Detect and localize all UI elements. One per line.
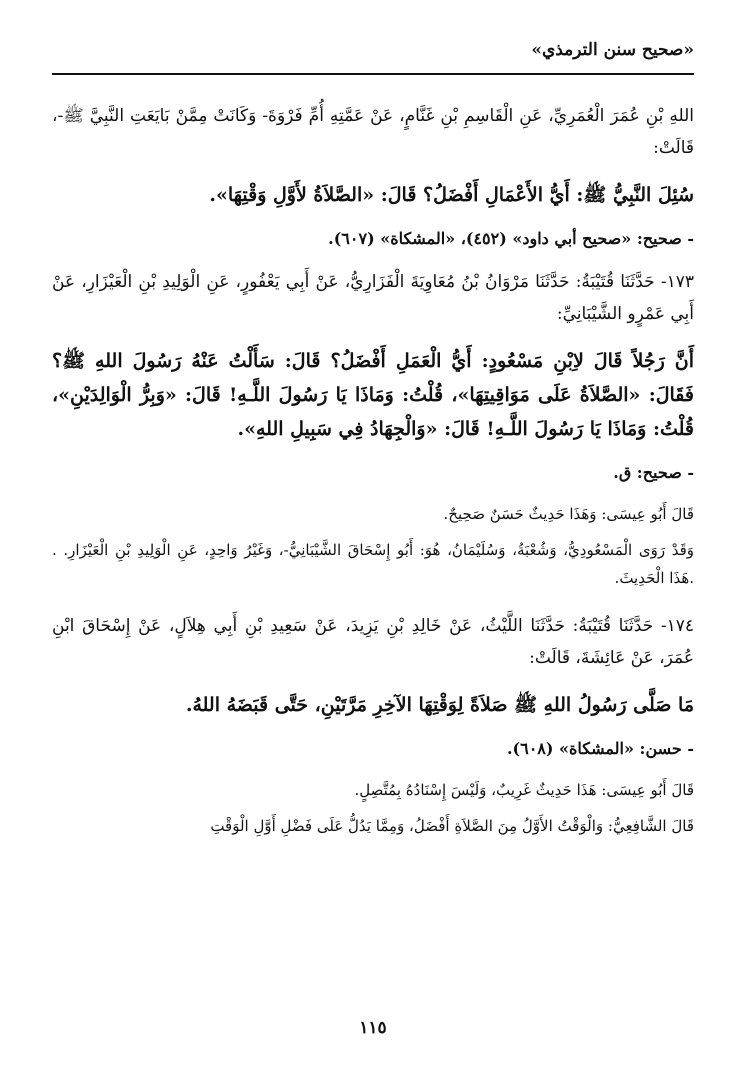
shafii-comment: قَالَ الشَّافِعِيُّ: وَالْوَقْتُ الأَوَّلُ مِنَ الصَّلاَةِ أَفْضَلُ، وَمِمَّا يَدُلُّ عَلَى فَضْلِ أَوَّلِ الْوَقْتِ [210, 817, 694, 835]
hadith-text-174: مَا صَلَّى رَسُولُ اللهِ ﷺ صَلاَةً لِوَقْتِهَا الآخِرِ مَرَّتَيْنِ، حَتَّى قَبَضَهُ اللهُ. [185, 694, 694, 716]
narration-note: وَقَدْ رَوَى الْمَسْعُودِيُّ، وَشُعْبَةُ، وَسُلَيْمَانُ، هُوَ: أَبُو إِسْحَاقَ الشَّيْبَانِيُّ-، وَغَيْرُ وَاحِدٍ، عَنِ الْوَلِيدِ بْنِ الْعَيْزَارِ. . .هَذَا الْحَدِيثَ. [52, 541, 694, 587]
running-header: «صحيح سنن الترمذي» [531, 40, 694, 60]
header-divider [52, 73, 694, 75]
hadith-text: سُئِلَ النَّبِيُّ ﷺ: أَيُّ الأَعْمَالِ أَفْضَلُ؟ قَالَ: «الصَّلاَةُ لأَوَّلِ وَقْتِهَا». [209, 184, 694, 206]
hadith-text-173: أَنَّ رَجُلاً قَالَ لاِبْنِ مَسْعُودٍ: أَيُّ الْعَمَلِ أَفْضَلُ؟ قَالَ: سَأَلْتُ عَنْهُ رَسُولَ اللهِ ﷺ؟ فَقَالَ: «الصَّلاَةُ عَلَى مَوَاقِيتِهَا»، قُلْتُ: وَمَاذَا يَا رَسُولَ اللَّـهِ! قَالَ: «وَبِرُّ الْوَالِدَيْنِ»، قُلْتُ: وَمَاذَا يَا رَسُولَ اللَّـهِ! قَالَ: «وَالْجِهَادُ فِي سَبِيلِ اللهِ». [52, 350, 694, 440]
hadith-grade: - صحيح: «صحيح أبي داود» (٤٥٢)، «المشكاة» (٦٠٧). [328, 229, 694, 248]
isnad-paragraph: اللهِ بْنِ عُمَرَ الْعُمَرِيِّ، عَنِ الْقَاسِمِ بْنِ غَنَّامٍ، عَنْ عَمَّتِهِ أُمِّ فَرْوَةَ- وَكَانَتْ مِمَّنْ بَايَعَتِ النَّبِيَّ ﷺ-، قَالَتْ: [52, 106, 694, 158]
isnad-paragraph-174: ١٧٤- حَدَّثَنَا قُتَيْبَةُ: حَدَّثَنَا اللَّيْثُ، عَنْ خَالِدِ بْنِ يَزِيدَ، عَنْ سَعِيدِ بْنِ أَبِي هِلاَلٍ، عَنْ إِسْحَاقَ ابْنِ عُمَرَ، عَنْ عَائِشَةَ، قَالَتْ: [52, 616, 694, 668]
hadith-grade-173: - صحيح: ق. [613, 463, 694, 482]
abu-isa-comment: قَالَ أَبُو عِيسَى: وَهَذَا حَدِيثٌ حَسَنٌ صَحِيحٌ. [443, 505, 694, 523]
hadith-grade-174: - حسن: «المشكاة» (٦٠٨). [506, 739, 694, 758]
page-number: ١١٥ [359, 1018, 387, 1038]
page-body [52, 100, 694, 848]
isnad-paragraph-173: ١٧٣- حَدَّثَنَا قُتَيْبَةُ: حَدَّثَنَا مَرْوَانُ بْنُ مُعَاوِيَةَ الْفَزَارِيُّ، عَنْ أَبِي يَعْفُورٍ، عَنِ الْوَلِيدِ بْنِ الْعَيْزَارِ، عَنْ أَبِي عَمْرٍو الشَّيْبَانِيِّ: [52, 272, 694, 324]
abu-isa-comment-174: قَالَ أَبُو عِيسَى: هَذَا حَدِيثٌ غَرِيبٌ، وَلَيْسَ إِسْنَادُهُ بِمُتَّصِلٍ. [354, 781, 694, 799]
